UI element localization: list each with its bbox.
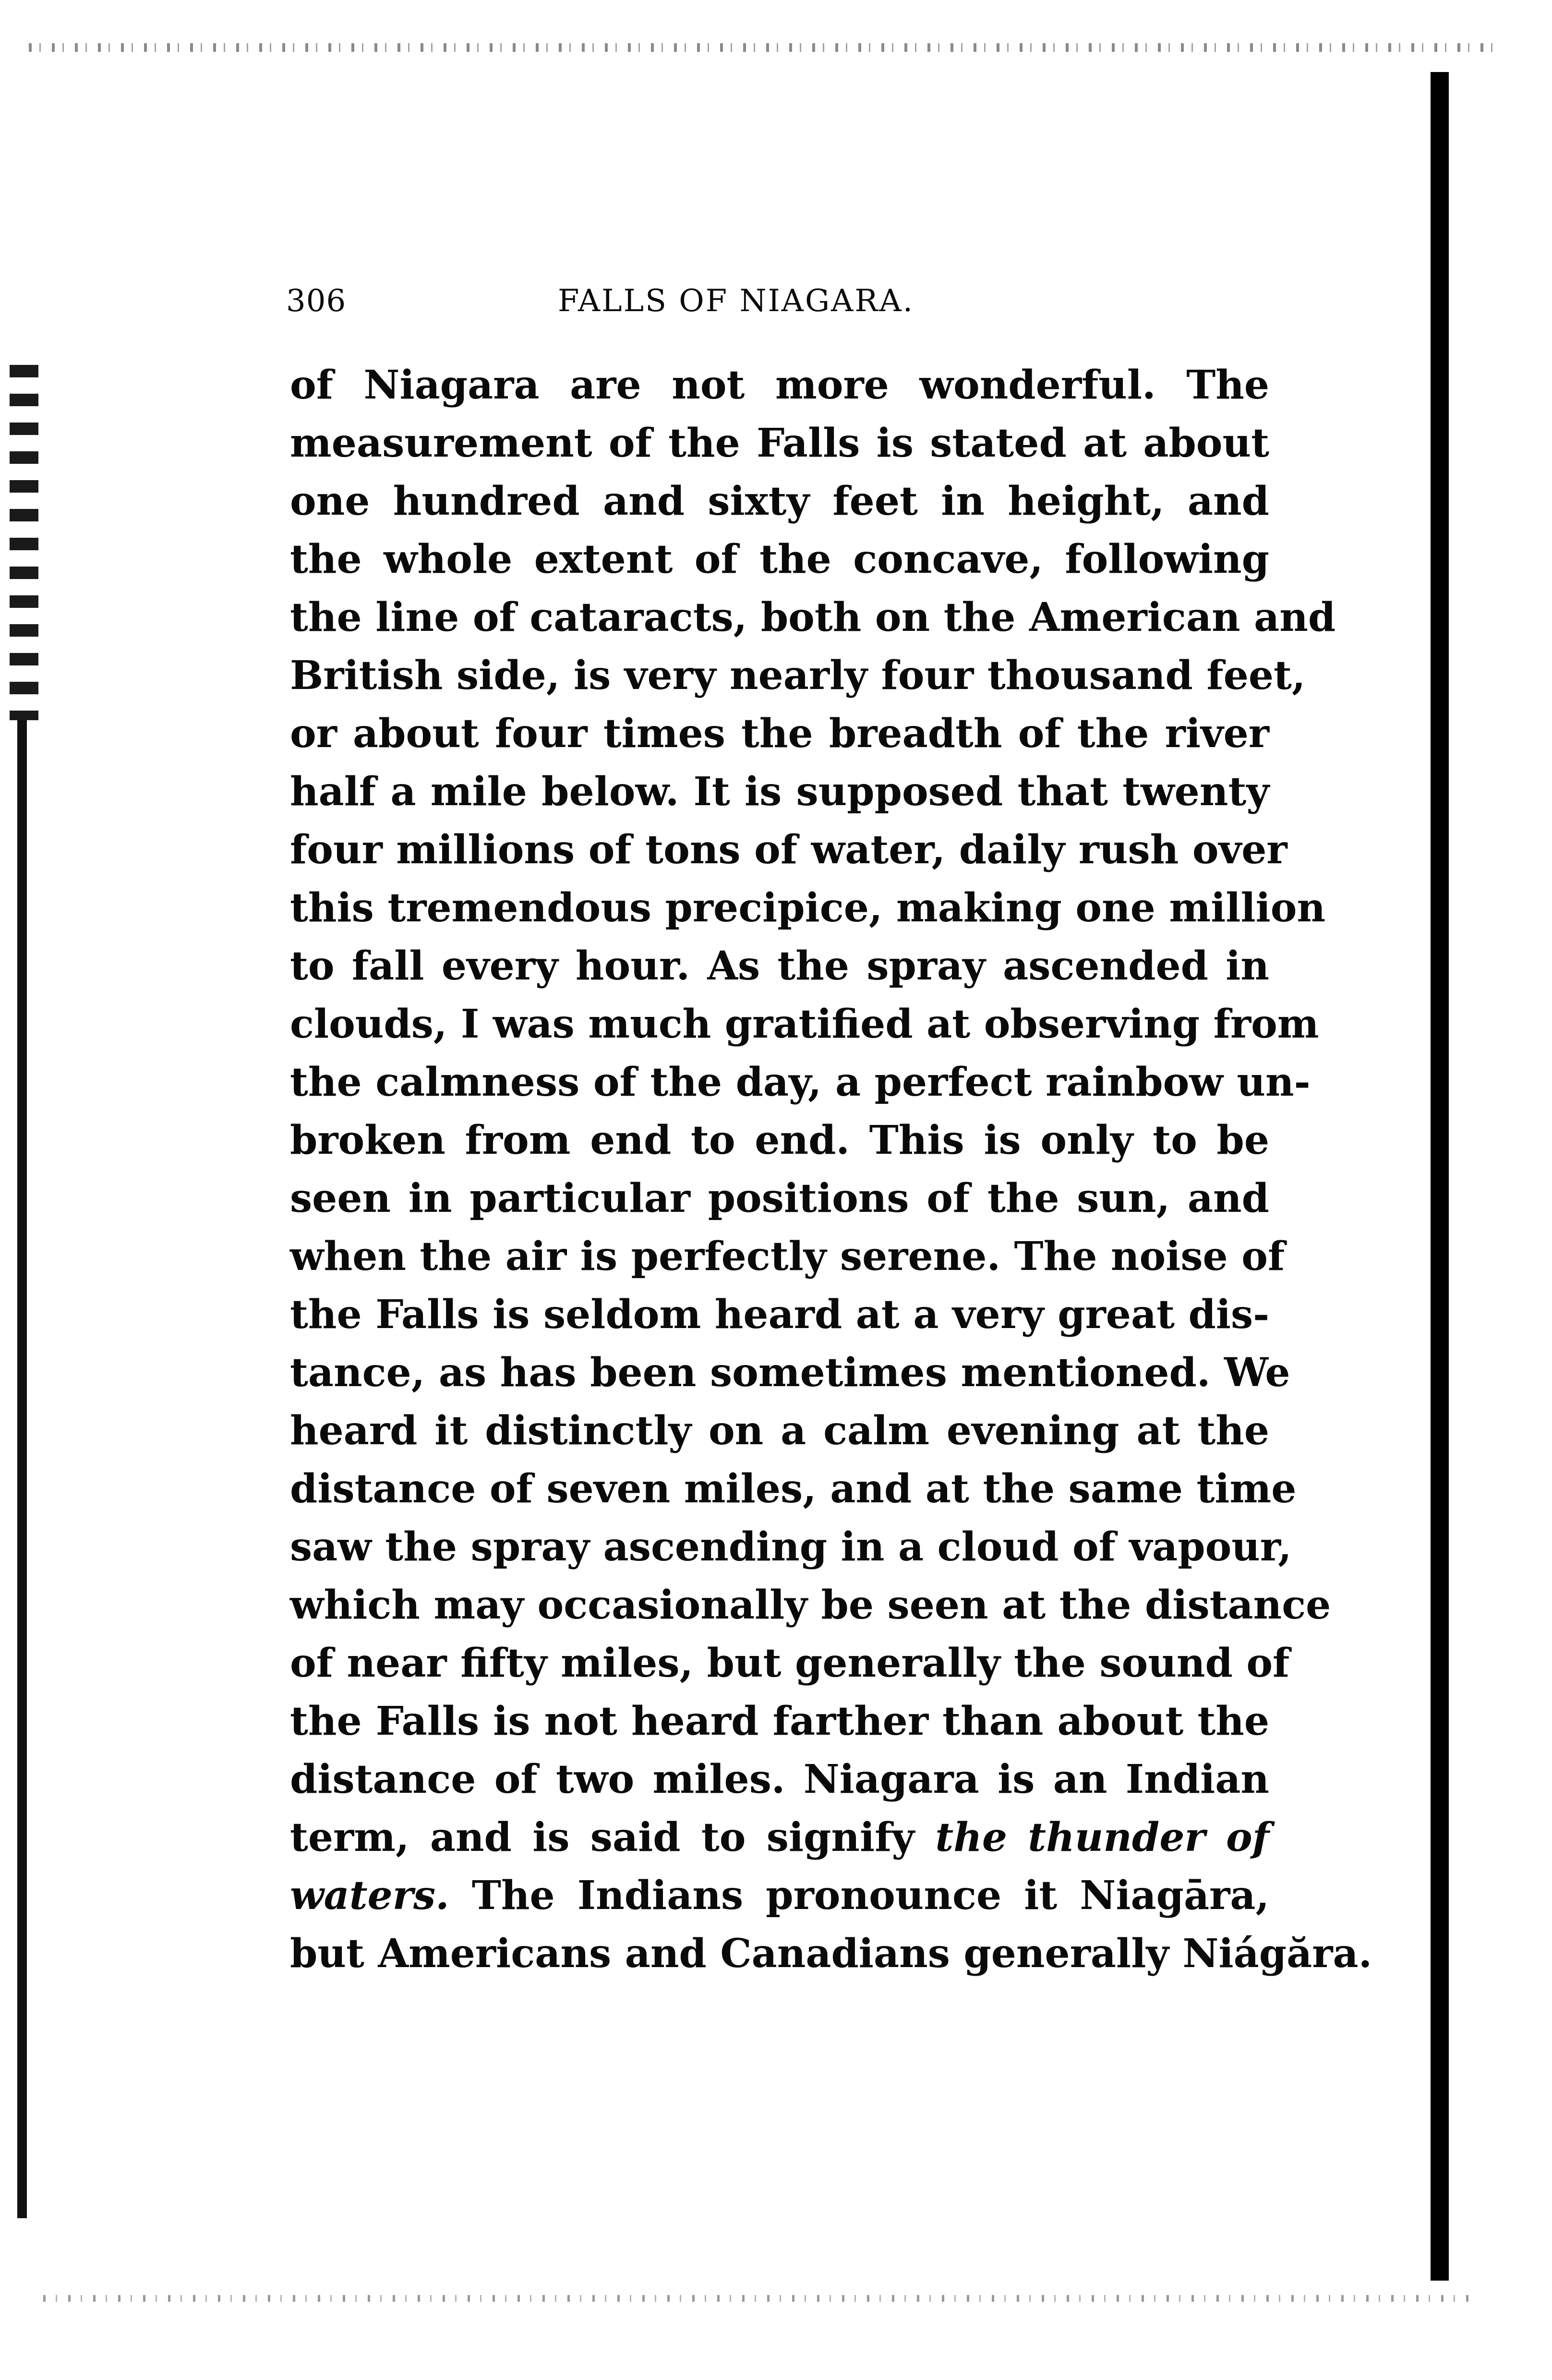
text-line: or about four times the breadth of the river — [290, 711, 1269, 757]
text-line: of near fifty miles, but generally the sound of — [290, 1640, 1290, 1686]
text-line: the calmness of the day, a perfect rainbow un- — [290, 1059, 1311, 1105]
scan-edge-bottom — [43, 2295, 1475, 2302]
text-line: which may occasionally be seen at the distance — [290, 1582, 1331, 1628]
page-edge-shadow — [1431, 72, 1449, 2281]
italic-phrase: waters. — [290, 1873, 449, 1919]
text-line: to fall every hour. As the spray ascended in — [290, 943, 1269, 989]
text-line: the Falls is seldom heard at a very great dis- — [290, 1292, 1270, 1338]
text-segment: term, and is said to signify — [290, 1814, 936, 1861]
text-line: the line of cataracts, both on the American and — [290, 594, 1336, 640]
text-line: one hundred and sixty feet in height, and — [290, 478, 1269, 524]
text-line — [290, 1809, 1269, 1867]
text-line: when the air is perfectly serene. The noise of — [290, 1233, 1285, 1280]
text-line: broken from end to end. This is only to be — [290, 1117, 1269, 1163]
text-line: the whole extent of the concave, following — [290, 536, 1269, 582]
italic-phrase: the thunder of — [935, 1814, 1269, 1861]
running-title: FALLS OF NIAGARA. — [558, 283, 914, 319]
binding-edge — [17, 720, 27, 2218]
text-line: the Falls is not heard farther than about the — [290, 1698, 1269, 1744]
text-line: of Niagara are not more wonderful. The — [290, 362, 1269, 408]
text-line: measurement of the Falls is stated at about — [290, 420, 1269, 466]
text-line: clouds, I was much gratified at observing from — [290, 1001, 1319, 1047]
text-line: distance of two miles. Niagara is an Indian — [290, 1756, 1269, 1802]
text-line: heard it distinctly on a calm evening at the — [290, 1408, 1269, 1454]
text-line: four millions of tons of water, daily rush over — [290, 827, 1287, 873]
binding-marks — [10, 365, 38, 720]
scan-edge-top — [29, 43, 1494, 52]
page-header — [286, 283, 1006, 326]
text-line: half a mile below. It is supposed that twenty — [290, 769, 1269, 815]
body-text — [290, 356, 1372, 1983]
text-line: this tremendous precipice, making one million — [290, 885, 1326, 931]
text-line: British side, is very nearly four thousand feet, — [290, 652, 1306, 699]
text-line: tance, as has been sometimes mentioned. We — [290, 1350, 1290, 1396]
text-line: saw the spray ascending in a cloud of vapour, — [290, 1524, 1292, 1570]
text-line: seen in particular positions of the sun, and — [290, 1175, 1269, 1221]
text-line: distance of seven miles, and at the same time — [290, 1466, 1297, 1512]
text-line — [290, 1867, 1269, 1925]
page-number: 306 — [286, 283, 347, 319]
text-line: but Americans and Canadians generally Niágăra. — [290, 1931, 1372, 1977]
text-segment: The Indians pronounce it Niagāra, — [449, 1873, 1269, 1919]
